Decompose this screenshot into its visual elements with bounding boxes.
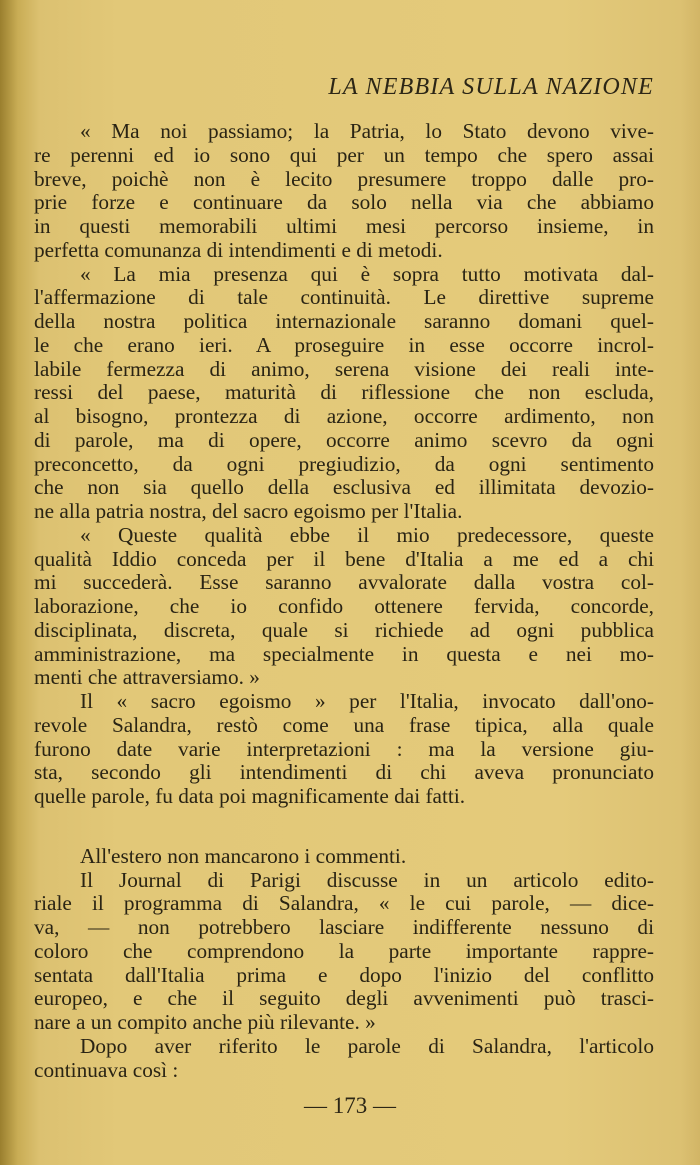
text-line: Il « sacro egoismo » per l'Italia, invocato dall'ono- — [80, 689, 654, 713]
text-line: preconcetto, da ogni pregiudizio, da ogni sentimento — [34, 451, 654, 476]
text-line: revole Salandra, restò come una frase tipica, alla quale — [34, 712, 654, 737]
text-line: le che erano ieri. A proseguire in esse occorre incrol- — [34, 332, 654, 357]
text-line: menti che attraversiamo. » — [34, 665, 260, 690]
paragraph-5 — [34, 845, 654, 869]
text-line: laborazione, che io confido ottenere fervida, concorde, — [34, 594, 654, 618]
text-line: furono date varie interpretazioni : ma la versione giu- — [34, 736, 654, 761]
paragraph-2 — [34, 263, 654, 524]
text-line: quelle parole, fu data poi magnificamente dai fatti. — [34, 784, 466, 808]
text-line: ne alla patria nostra, del sacro egoismo per l'Italia. — [34, 499, 463, 523]
text-line: va, — non potrebbero lasciare indifferente nessuno di — [34, 915, 654, 939]
text-line: l'affermazione di tale continuità. Le direttive supreme — [34, 285, 654, 310]
page-number: — 173 — — [304, 1093, 396, 1118]
text-line: continuava così : — [34, 1057, 179, 1082]
paragraph-7 — [34, 1035, 654, 1083]
text-line: All'estero non mancarono i commenti. — [80, 843, 407, 868]
text-line: ressi del paese, maturità di riflessione che non escluda, — [34, 380, 654, 405]
text-line: labile fermezza di animo, serena visione dei reali inte- — [34, 356, 654, 381]
text-line: qualità Iddio conceda per il bene d'Italia a me ed a chi — [34, 546, 654, 571]
text-line: al bisogno, prontezza di azione, occorre ardimento, non — [34, 404, 654, 428]
paragraph-3 — [34, 524, 654, 690]
paragraph-4 — [34, 690, 654, 809]
text-line: « Ma noi passiamo; la Patria, lo Stato devono vive- — [80, 119, 654, 143]
text-line: « Queste qualità ebbe il mio predecessore, queste — [80, 522, 654, 547]
text-line: riale il programma di Salandra, « le cui parole, — dice- — [34, 891, 654, 916]
text-line: amministrazione, ma specialmente in questa e nei mo- — [34, 641, 654, 666]
text-line: perfetta comunanza di intendimenti e di metodi. — [34, 237, 443, 262]
text-line: prie forze e continuare da solo nella via che abbiamo — [34, 190, 654, 215]
text-line: Dopo aver riferito le parole di Salandra, l'articolo — [80, 1033, 654, 1058]
text-line: mi succederà. Esse saranno avvalorate dalla vostra col- — [34, 570, 654, 595]
text-line: coloro che comprendono la parte importante rappre- — [34, 938, 654, 963]
paragraph-1 — [34, 120, 654, 263]
text-line: europeo, e che il seguito degli avvenimenti può trasci- — [34, 986, 654, 1011]
section-gap — [34, 809, 654, 845]
running-header: LA NEBBIA SULLA NAZIONE — [328, 74, 654, 100]
text-line: « La mia presenza qui è sopra tutto motivata dal- — [80, 261, 654, 286]
paragraph-6 — [34, 869, 654, 1035]
text-line: in questi memorabili ultimi mesi percorso insieme, in — [34, 214, 654, 238]
text-line: di parole, ma di opere, occorre animo scevro da ogni — [34, 427, 654, 452]
text-line: disciplinata, discreta, quale si richiede ad ogni pubblica — [34, 617, 654, 642]
text-line: della nostra politica internazionale saranno domani quel- — [34, 309, 654, 333]
text-line: breve, poichè non è lecito presumere troppo dalle pro- — [34, 166, 654, 191]
text-line: che non sia quello della esclusiva ed illimitata devozio- — [34, 475, 654, 500]
text-line: sentata dall'Italia prima e dopo l'inizio del conflitto — [34, 962, 654, 987]
body-text — [34, 120, 654, 1082]
text-line: sta, secondo gli intendimenti di chi aveva pronunciato — [34, 760, 654, 785]
text-line: nare a un compito anche più rilevante. » — [34, 1010, 376, 1034]
text-line: re perenni ed io sono qui per un tempo che spero assai — [34, 142, 654, 167]
text-line: Il Journal di Parigi discusse in un articolo edito- — [80, 867, 654, 892]
